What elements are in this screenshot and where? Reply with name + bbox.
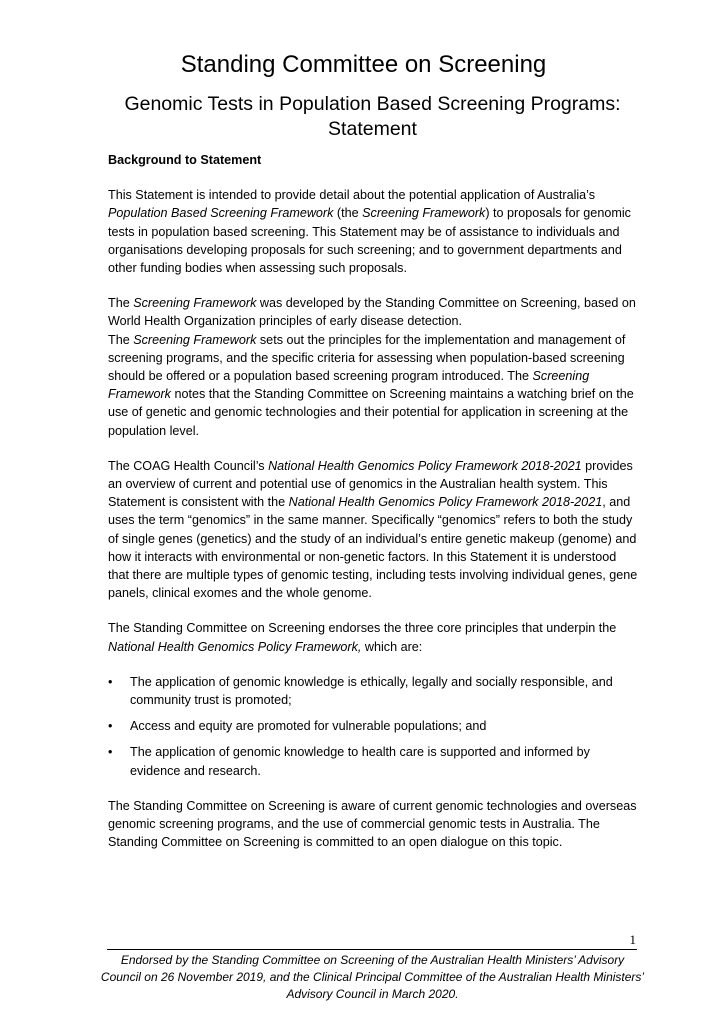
p2-text-d: The [108, 332, 134, 347]
p4-text-a: The Standing Committee on Screening endorses the three core principles that underpin the [108, 621, 617, 636]
principles-list [108, 673, 638, 780]
p2-text-a: The [108, 296, 134, 311]
bullet-icon: • [108, 745, 113, 760]
list-item [108, 743, 638, 779]
page-number: 1 [629, 932, 636, 947]
subtitle-line-1: Genomic Tests in Population Based Screening Programs: [124, 93, 621, 115]
p1-text-c: (the [333, 206, 363, 221]
footer-divider [107, 949, 637, 950]
list-item [108, 717, 638, 735]
paragraph-2 [108, 294, 638, 440]
list-item-text: The application of genomic knowledge is ethically, legally and socially responsible, and community trust is promoted; [130, 674, 613, 708]
p1-italic-d: Screening Framework [362, 206, 486, 221]
endorsement-footer: Endorsed by the Standing Committee on Screening of the Australian Health Ministers’ Advisory Council on 26 November 2019, and the Clinical Principal Committee of the Australian Health Ministers’ Advisory Council in March 2020. [100, 953, 645, 1001]
p2-text-f: sets out the principles for the implementation and management of screening programs, and the specific criteria for assessing when population-based screening should be offered or a population based screening program introduced. The [108, 332, 626, 384]
p2-italic-g: Screening Framework [108, 369, 590, 402]
p3-text-c: provides an overview of current and potential use of genomics in the Australian health system. This Statement is consistent with the [108, 458, 633, 510]
subtitle-line-2: Statement [328, 118, 417, 140]
section-heading: Background to Statement [108, 153, 262, 167]
paragraph-4 [108, 619, 638, 655]
p1-text-a: This Statement is intended to provide detail about the potential application of Australia’s [108, 188, 596, 203]
p1-text-e: ) to proposals for genomic tests in population based screening. This Statement may be of assistance to individuals and organisations developing proposals for such screening; and to government departments and other funding bodies when assessing such proposals. [108, 206, 631, 276]
p2-italic-e: Screening Framework [133, 332, 257, 347]
page-subtitle [100, 92, 645, 142]
p4-text-c: which are: [361, 639, 423, 654]
p1-italic-b: Population Based Screening Framework [108, 206, 334, 221]
list-item-text: Access and equity are promoted for vulnerable populations; and [130, 719, 487, 734]
p3-italic-b: National Health Genomics Policy Framework 2018-2021 [268, 458, 582, 473]
p2-text-c: was developed by the Standing Committee on Screening, based on World Health Organization principles of early disease detection. [108, 296, 636, 329]
p4-italic-b: National Health Genomics Policy Framework, [108, 639, 362, 654]
paragraph-5: The Standing Committee on Screening is aware of current genomic technologies and overseas genomic screening programs, and the use of commercial genomic tests in Australia. The Standing Committee on Screening is committed to an open dialogue on this topic. [108, 798, 637, 850]
p3-text-a: The COAG Health Council’s [108, 458, 269, 473]
bullet-icon: • [108, 719, 113, 734]
paragraph-3 [108, 457, 638, 603]
document-body [108, 151, 638, 869]
list-item-text: The application of genomic knowledge to health care is supported and informed by evidence and research. [130, 745, 590, 778]
p2-text-h: notes that the Standing Committee on Screening maintains a watching brief on the use of genetic and genomic technologies and their potential for application in screening at the population level. [108, 387, 634, 438]
p2-italic-b: Screening Framework [133, 296, 257, 311]
p3-text-e: , and uses the term “genomics” in the same manner. Specifically “genomics” refers to both the study of single genes (genetics) and the study of an individual’s entire genetic makeup (genome) and how it interacts with environmental or non-genetic factors. In this Statement it is understood that there are multiple types of genomic testing, including tests involving individual genes, gene panels, clinical exomes and the whole genome. [108, 495, 638, 601]
page-title: Standing Committee on Screening [180, 51, 547, 78]
bullet-icon: • [108, 674, 113, 689]
paragraph-1 [108, 186, 638, 277]
p3-italic-d: National Health Genomics Policy Framework 2018-2021 [288, 495, 603, 510]
list-item [108, 673, 638, 709]
